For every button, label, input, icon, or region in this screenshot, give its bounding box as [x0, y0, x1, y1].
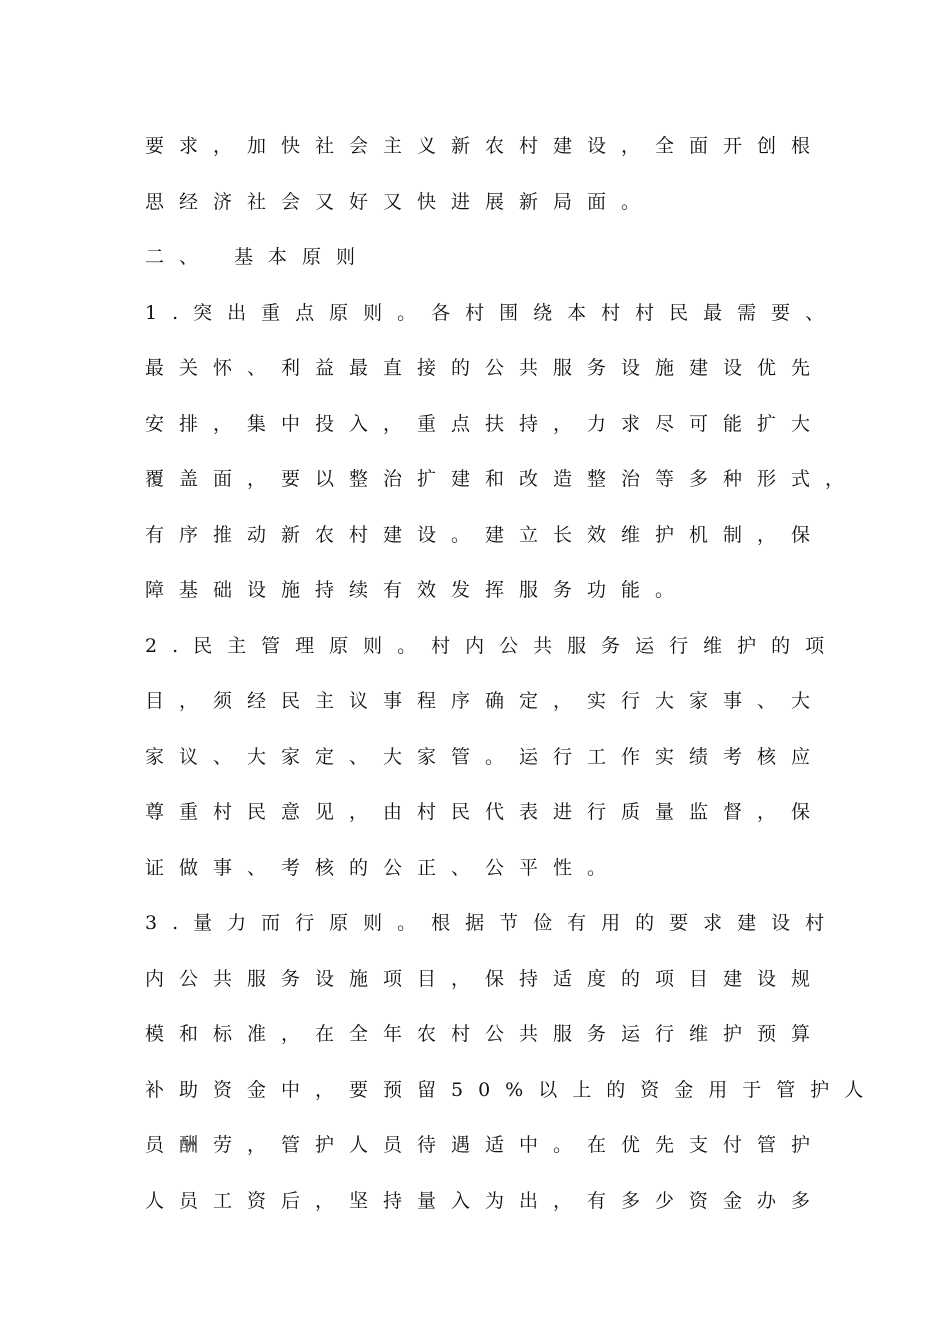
section-heading: 二、 基本原则: [145, 246, 371, 268]
text-line: 最关怀、利益最直接的公共服务设施建设优先: [145, 357, 826, 379]
text-line: 补助资金中，要预留50%以上的资金用于管护人: [145, 1078, 879, 1101]
text-line: 障基础设施持续有效发挥服务功能。: [145, 579, 690, 601]
document-body: [145, 127, 878, 1237]
text-line: 2.民主管理原则。村内公共服务运行维护的项: [145, 634, 840, 657]
text-line: 目，须经民主议事程序确定，实行大家事、大: [145, 690, 826, 712]
text-line: 有序推动新农村建设。建立长效维护机制，保: [145, 523, 826, 546]
text-line: 内公共服务设施项目，保持适度的项目建设规: [145, 967, 826, 990]
text-line: 1.突出重点原则。各村围绕本村村民最需要、: [145, 301, 840, 324]
text-line: 家议、大家定、大家管。运行工作实绩考核应: [145, 745, 826, 768]
text-line: 人员工资后，坚持量入为出，有多少资金办多: [145, 1189, 826, 1212]
text-line: 尊重村民意见，由村民代表进行质量监督，保: [145, 801, 826, 823]
text-line: 模和标准，在全年农村公共服务运行维护预算: [145, 1023, 826, 1045]
text-line: 要求，加快社会主义新农村建设，全面开创根: [145, 135, 826, 157]
text-line: 员酬劳，管护人员待遇适中。在优先支付管护: [145, 1134, 826, 1156]
text-line: 思经济社会又好又快进展新局面。: [145, 190, 656, 213]
text-line: 覆盖面，要以整治扩建和改造整治等多种形式，: [145, 468, 860, 490]
text-line: 证做事、考核的公正、公平性。: [145, 856, 622, 879]
text-line: 3.量力而行原则。根据节俭有用的要求建设村: [145, 912, 840, 934]
text-line: 安排，集中投入，重点扶持，力求尽可能扩大: [145, 412, 826, 435]
